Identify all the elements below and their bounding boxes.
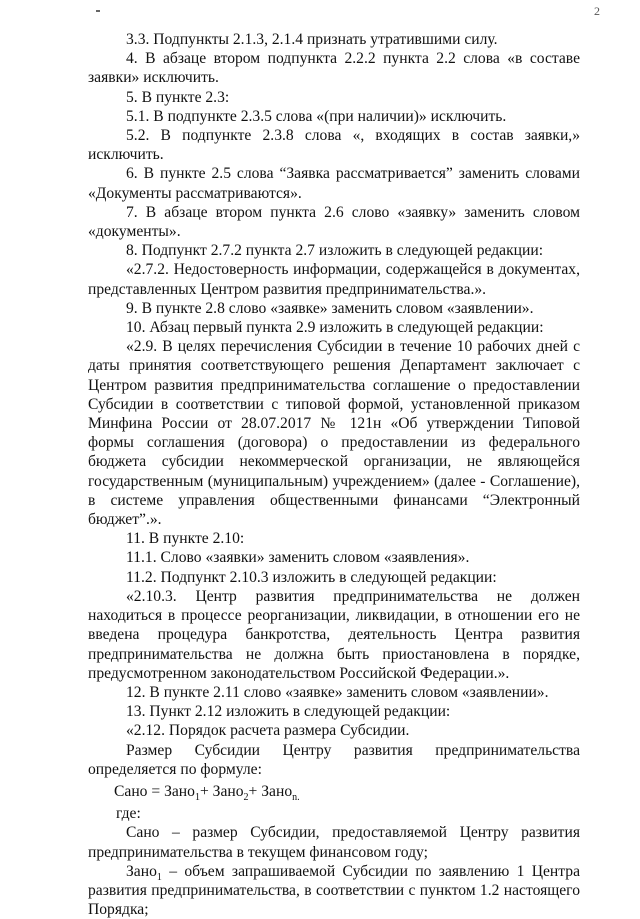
page-number: 2 [594,4,600,18]
paragraph: 11.2. Подпункт 2.10.3 изложить в следующей редакции: [126,568,497,586]
paragraph: 10. Абзац первый пункта 2.9 изложить в следующей редакции: [126,319,544,337]
formula: Сано = Зано$_1$+ Зано$_2$+ Зано$_{n.}$ [114,782,300,804]
paragraph: 8. Подпункт 2.7.2 пункта 2.7 изложить в следующей редакции: [126,242,544,260]
paragraph: 11.1. Слово «заявки» заменить словом «заявления». [126,549,470,567]
paragraph: 4. В абзаце втором подпункта 2.2.2 пункта 2.2 слова «в составе заявки» исключить. [88,50,580,87]
definition: Сано – размер Субсидии, предоставляемой Центру развития предпринимательства в текущем финансовом году; [88,824,580,861]
document-body [88,30,580,919]
paragraph: Размер Субсидии Центру развития предпринимательства определяется по формуле: [88,741,580,778]
paragraph: 3.3. Подпункты 2.1.3, 2.1.4 признать утратившими силу. [126,31,498,48]
definition: Зано$_1$ – объем запрашиваемой Субсидии по заявлению 1 Центра развития предпринимательства, в соответствии с пунктом 1.2 настоящего Порядка; [88,862,580,919]
paragraph: «2.12. Порядок расчета размера Субсидии. [126,722,410,740]
paragraph: «2.9. В целях перечисления Субсидии в течение 10 рабочих дней с даты принятия соответствующего решения Департамент заключает с Центром развития предпринимательства соглашение о предоставлении Субсидии в соответствии с типовой формой, установленной приказом Минфина России от 28.07.2017 № 121н «Об утверждении Типовой формы соглашения (договора) о предоставлении из федерального бюджета субсидии некоммерческой организации, не являющейся государственным (муниципальным) учреждением» (далее - Соглашение), в системе управления общественными финансами “Электронный бюджет”.». [88,338,580,529]
paragraph: 13. Пункт 2.12 изложить в следующей редакции: [126,703,451,721]
paragraph: 5.2. В подпункте 2.3.8 слова «, входящих в состав заявки,» исключить. [88,127,580,164]
paragraph: 5.1. В подпункте 2.3.5 слова «(при наличии)» исключить. [126,107,507,125]
scan-mark [96,10,100,12]
paragraph: 7. В абзаце втором пункта 2.6 слово «заявку» заменить словом «документы». [88,203,580,241]
paragraph: 12. В пункте 2.11 слово «заявке» заменить словом «заявлении». [126,683,549,701]
paragraph: «2.10.3. Центр развития предпринимательства не должен находиться в процессе реорганизации, ликвидации, в отношении его не введена процедура банкротства, деятельность Центра развития предпринимательства не должна быть приостановлена в порядке, предусмотренном законодательством Российской Федерации.». [88,587,580,682]
paragraph: 6. В пункте 2.5 слова “Заявка рассматривается” заменить словами «Документы рассматриваются». [88,165,580,202]
where-label: где: [116,805,141,823]
formula-lhs: Сано [114,782,148,800]
paragraph: 9. В пункте 2.8 слово «заявке» заменить словом «заявлении». [126,299,534,317]
paragraph: «2.7.2. Недостоверность информации, содержащейся в документах, представленных Центром развития предпринимательства.». [88,261,580,298]
paragraph: 11. В пункте 2.10: [126,530,245,548]
paragraph: 5. В пункте 2.3: [126,88,230,106]
